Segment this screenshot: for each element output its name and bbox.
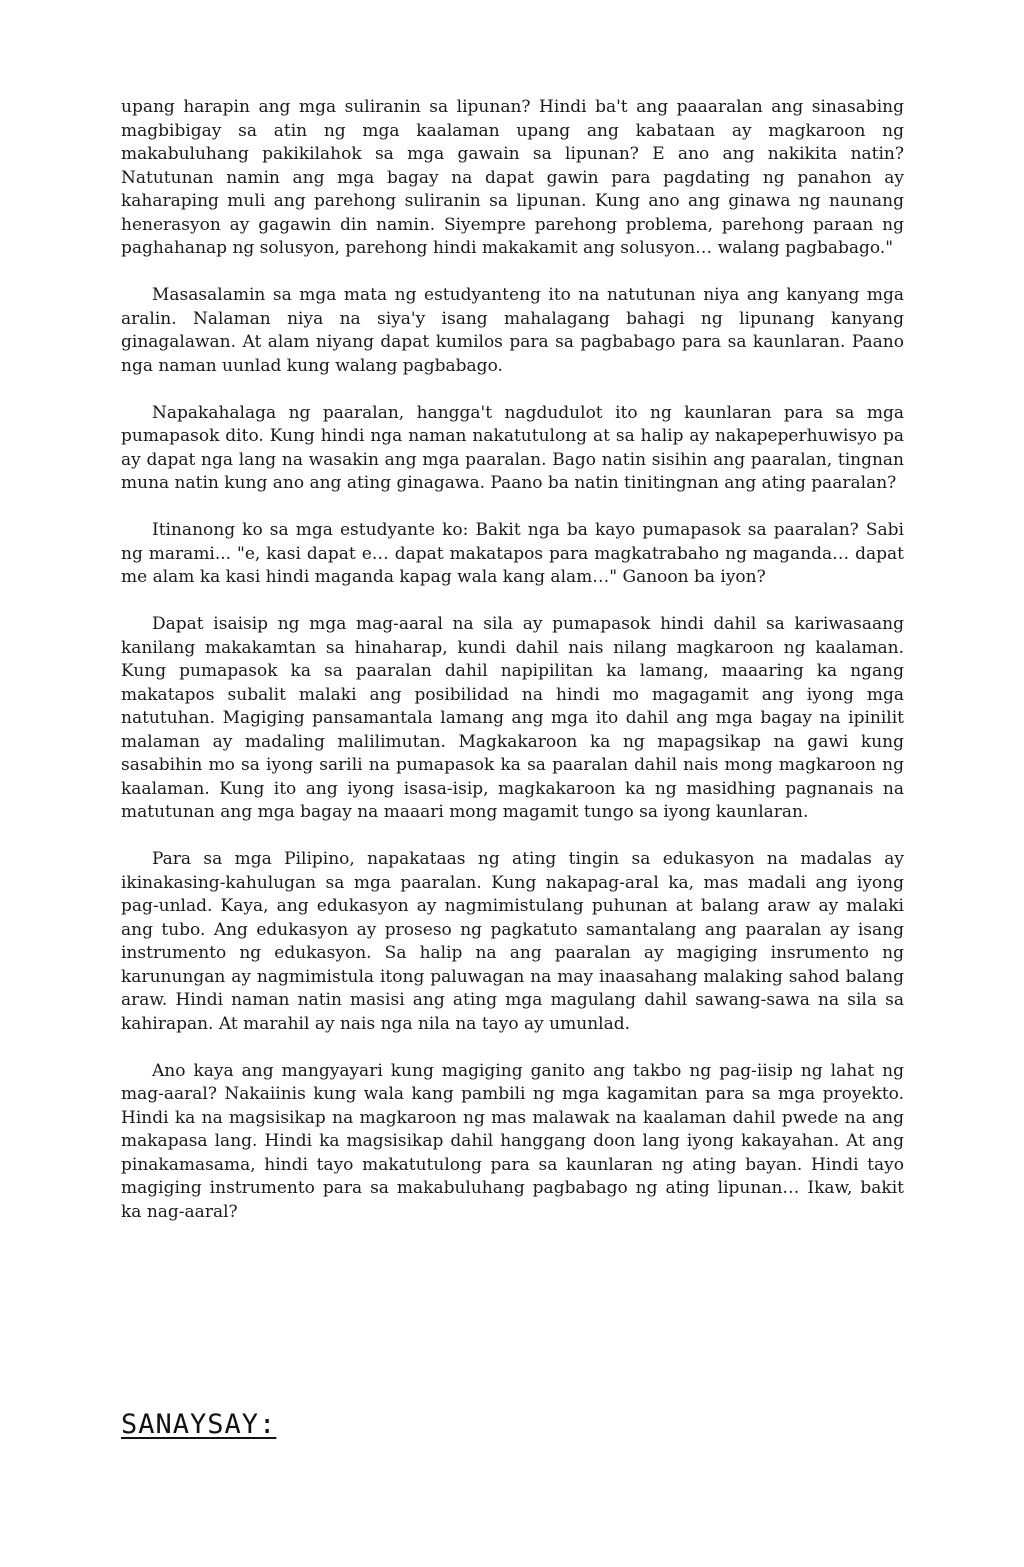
paragraph-7: Ano kaya ang mangyayari kung magiging ganito ang takbo ng pag-iisip ng lahat ng mag-aaral? Nakaiinis kung wala kang pambili ng mga kagamitan para sa mga proyekto. Hindi ka na magsisikap na magkaroon ng mas malawak na kaalaman dahil pwede na ang makapasa lang. Hindi ka magsisikap dahil hanggang doon lang iyong kakayahan. At ang pinakamasama, hindi tayo makatutulong para sa kaunlaran ng ating bayan. Hindi tayo magiging instrumento para sa makabuluhang pagbabago ng ating lipunan… Ikaw, bakit ka nag-aaral?: [121, 1060, 904, 1222]
paragraph-6: Para sa mga Pilipino, napakataas ng ating tingin sa edukasyon na madalas ay ikinakasing-kahulugan sa mga paaralan. Kung nakapag-aral ka, mas madali ang iyong pag-unlad. Kaya, ang edukasyon ay nagmimistulang puhunan at balang araw ay malaki ang tubo. Ang edukasyon ay proseso ng pagkatuto samantalang ang paaralan ay isang instrumento ng edukasyon. Sa halip na ang paaralan ay magiging insrumento ng karunungan ay nagmimistula itong paluwagan na may inaasahang malaking sahod balang araw. Hindi naman natin masisi ang ating mga magulang dahil sawang-sawa na sila sa kahirapan. At marahil ay nais nga nila na tayo ay umunlad.: [121, 849, 904, 1034]
paragraph-3: Napakahalaga ng paaralan, hangga't nagdudulot ito ng kaunlaran para sa mga pumapasok dito. Kung hindi nga naman nakatutulong at sa halip ay nakapeperhuwisyo pa ay dapat nga lang na wasakin ang mga paaralan. Bago natin sisihin ang paaralan, tingnan muna natin kung ano ang ating ginagawa. Paano ba natin tinitingnan ang ating paaralan?: [121, 402, 904, 493]
paragraph-4: Itinanong ko sa mga estudyante ko: Bakit nga ba kayo pumapasok sa paaralan? Sabi ng marami... "e, kasi dapat e… dapat makatapos para magkatrabaho ng maganda… dapat me alam ka kasi hindi maganda kapag wala kang alam…" Ganoon ba iyon?: [121, 520, 904, 587]
paragraph-5: Dapat isaisip ng mga mag-aaral na sila ay pumapasok hindi dahil sa kariwasaang kanilang makakamtan sa hinaharap, kundi dahil nais nilang magkaroon ng kaalaman. Kung pumapasok ka sa paaralan dahil napipilitan ka lamang, maaaring ka ngang makatapos subalit malaki ang posibilidad na hindi mo magagamit ang iyong mga natutuhan. Magiging pansamantala lamang ang mga ito dahil ang mga bagay na ipinilit malaman ay madaling malilimutan. Magkakaroon ka ng mapagsikap na gawi kung sasabihin mo sa iyong sarili na pumapasok ka sa paaralan dahil nais mong magkaroon ng kaalaman. Kung ito ang iyong isasa-isip, magkakaroon ka ng masidhing pagnanais na matutunan ang mga bagay na maaari mong magamit tungo sa iyong kaunlaran.: [121, 614, 904, 822]
essay-body: [121, 96, 904, 1248]
paragraph-2: Masasalamin sa mga mata ng estudyanteng ito na natutunan niya ang kanyang mga aralin. Nalaman niya na siya'y isang mahalagang bahagi ng lipunang kanyang ginagalawan. At alam niyang dapat kumilos para sa pagbabago para sa kaunlaran. Paano nga naman uunlad kung walang pagbabago.: [121, 285, 904, 376]
paragraph-1: upang harapin ang mga suliranin sa lipunan? Hindi ba't ang paaaralan ang sinasabing magbibigay sa atin ng mga kaalaman upang ang kabataan ay magkaroon ng makabuluhang pakikilahok sa mga gawain sa lipunan? E ano ang nakikita natin? Natutunan namin ang mga bagay na dapat gawin para pagdating ng panahon ay kaharaping muli ang parehong suliranin sa lipunan. Kung ano ang ginawa ng naunang henerasyon ay gagawin din namin. Siyempre parehong problema, parehong paraan ng paghahanap ng solusyon, parehong hindi makakamit ang solusyon… walang pagbabago.": [121, 97, 904, 258]
section-heading: SANAYSAY:: [121, 1409, 277, 1440]
